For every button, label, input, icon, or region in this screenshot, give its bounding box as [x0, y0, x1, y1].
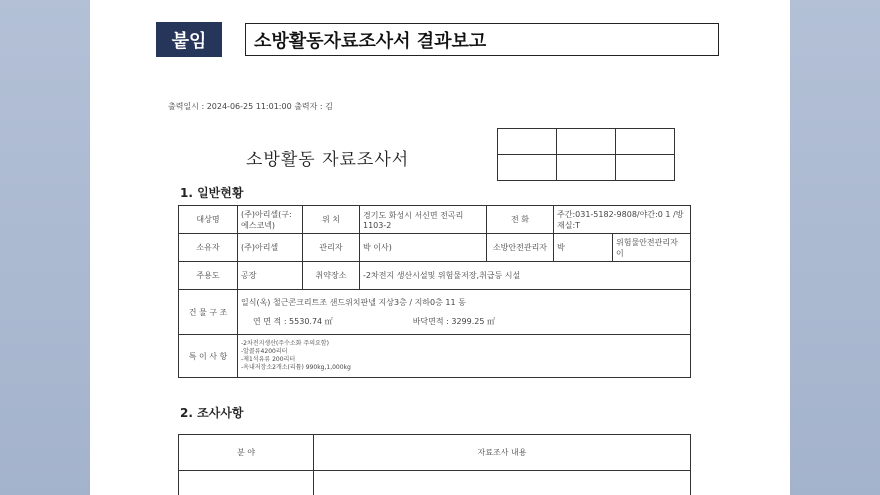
section-survey-heading: 2. 조사사항: [180, 406, 244, 420]
weak-spot-value: -2차전지 생산시설및 위험물저장,취급등 시설: [360, 262, 691, 290]
owner-value: (주)아리셀: [238, 234, 303, 262]
stamp-cell: [557, 129, 616, 155]
table-row: [179, 234, 691, 262]
table-row: [179, 290, 691, 335]
hazard-manager-cell: [613, 234, 691, 262]
main-use-label: 주용도: [179, 262, 238, 290]
print-info: 출력일시 : 2024-06-25 11:01:00 출력자 : 김: [168, 102, 333, 111]
survey-field-header: 분 야: [179, 435, 314, 471]
table-row: [179, 471, 691, 495]
section-general-heading: 1. 일반현황: [180, 186, 244, 200]
slide-sheet: [90, 0, 790, 495]
phone-label: 전 화: [487, 206, 554, 234]
footprint-area: 바닥면적 : 3299.25 ㎡: [412, 317, 496, 326]
special-note: -제1석유류 200리터: [241, 356, 296, 363]
attachment-tag: 붙임: [156, 22, 222, 57]
building-info: [238, 290, 691, 335]
owner-label: 소유자: [179, 234, 238, 262]
special-note: -알콜류4200리터: [241, 348, 288, 355]
stamp-cell: [557, 155, 616, 181]
building-label: 건 물 구 조: [179, 290, 238, 335]
special-note: -옥내저장소2개소(리튬) 990kg,1,000kg: [241, 364, 351, 371]
survey-cell: [314, 471, 691, 495]
building-structure: 일식(옥) 철근콘크리트조 샌드위치판넬 지상3층 / 지하0층 11 동: [241, 298, 466, 307]
table-row: [179, 206, 691, 234]
table-row: [179, 435, 691, 471]
special-note: -2차전지생산(주수소화 주의요함): [241, 340, 329, 347]
phone-value: 주간:031-5182-9808/야간:0 1 /방재실:T: [554, 206, 691, 234]
approval-stamp-grid: [497, 128, 675, 181]
target-label: 대상명: [179, 206, 238, 234]
location-label: 위 치: [303, 206, 360, 234]
survey-cell: [179, 471, 314, 495]
slide-background-right: [790, 0, 880, 495]
hazard-manager-label: 위험물안전관리자: [616, 237, 678, 247]
stamp-cell: [616, 155, 675, 181]
slide-title: 소방활동자료조사서 결과보고: [245, 23, 719, 56]
survey-content-header: 자료조사 내용: [314, 435, 691, 471]
general-status-table: [178, 205, 691, 378]
target-value: (주)아리셀(구:에스코넥): [238, 206, 303, 234]
safety-manager-label: 소방안전관리자: [487, 234, 554, 262]
table-row: [179, 335, 691, 378]
stamp-cell: [498, 155, 557, 181]
weak-spot-label: 취약장소: [303, 262, 360, 290]
document-title: 소방활동 자료조사서: [246, 150, 410, 170]
main-use-value: 공장: [238, 262, 303, 290]
scanned-document: [90, 0, 790, 495]
stamp-cell: [616, 129, 675, 155]
special-notes-label: 특 이 사 항: [179, 335, 238, 378]
special-notes: [238, 335, 691, 378]
safety-manager-value: 박: [554, 234, 613, 262]
total-floor-area: 연 면 적 : 5530.74 ㎡: [253, 317, 333, 326]
slide-background-left: [0, 0, 90, 495]
table-row: [179, 262, 691, 290]
stamp-cell: [498, 129, 557, 155]
manager-value: 박 이사): [360, 234, 487, 262]
hazard-manager-value: 이: [616, 248, 624, 258]
location-value: 경기도 화성시 서신면 전곡리 1103-2: [360, 206, 487, 234]
survey-table: [178, 434, 691, 495]
manager-label: 관리자: [303, 234, 360, 262]
